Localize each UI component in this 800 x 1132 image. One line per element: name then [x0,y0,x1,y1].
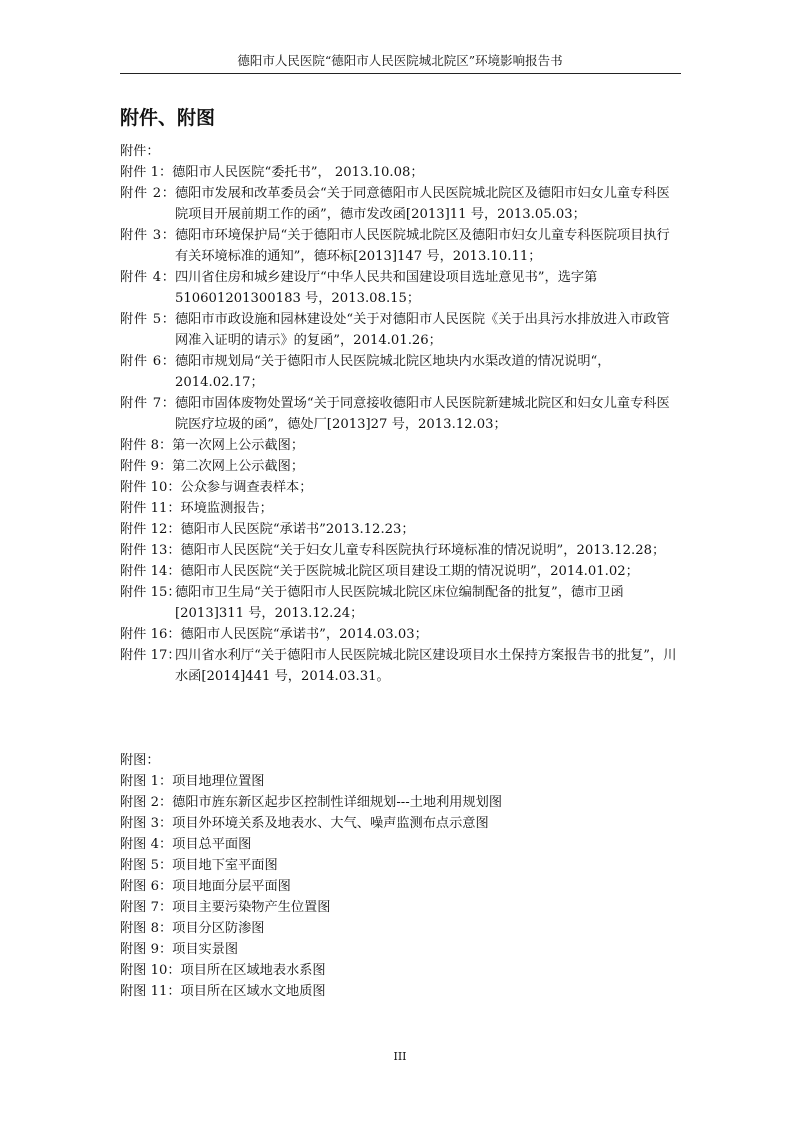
attachment-text: 德阳市人民医院“关于医院城北院区项目建设工期的情况说明”，2014.01.02； [180,564,639,579]
figure-text: 项目所在区域水文地质图 [180,984,326,999]
attachment-text: 第二次网上公示截图； [172,459,305,474]
attachment-item-10 [120,477,681,498]
attachment-label: 附件 16： [120,627,181,642]
figure-text: 项目主要污染物产生位置图 [172,900,331,915]
figure-label: 附图 5： [120,858,173,873]
page-number: III [393,1050,407,1063]
attachment-label: 附件 11： [120,501,181,516]
attachment-label: 附件 4： [120,270,175,285]
section-title: 附件、附图 [120,107,216,129]
figure-label: 附图 8： [120,921,173,936]
attachment-label: 附件 5： [120,312,175,327]
attachment-item-3 [120,225,681,267]
attachment-label: 附件 15： [120,585,181,600]
figure-text: 项目所在区域地表水系图 [180,963,326,978]
attachment-text: 四川省住房和城乡建设厅“中华人民共和国建设项目选址意见书”，选字第 510601201300183 号，2013.08.15； [175,270,598,306]
figure-item-6 [120,876,681,897]
figure-item-9 [120,939,681,960]
attachment-item-11 [120,498,681,519]
figures-list [120,750,681,1002]
attachment-label: 附件 7： [120,396,175,411]
attachment-text: 四川省水利厅“关于德阳市人民医院城北院区建设项目水土保持方案报告书的批复”，川水函[2014]441 号，2014.03.31。 [175,648,677,684]
figure-text: 项目地下室平面图 [172,858,278,873]
attachment-label: 附件 1： [120,165,173,180]
attachment-label: 附件 3： [120,228,175,243]
header-divider [120,73,681,74]
attachment-label: 附件 13： [120,543,181,558]
attachment-text: 德阳市人民医院“委托书”， 2013.10.08； [172,165,424,180]
figure-text: 项目总平面图 [172,837,252,852]
attachment-label: 附件 9： [120,459,173,474]
figure-text: 项目外环境关系及地表水、大气、噪声监测布点示意图 [172,816,489,831]
attachment-item-9 [120,456,681,477]
attachment-item-12 [120,519,681,540]
figure-item-8 [120,918,681,939]
attachments-heading: 附件： [120,144,160,159]
figure-text: 项目实景图 [172,942,239,957]
attachment-text: 德阳市环境保护局“关于德阳市人民医院城北院区及德阳市妇女儿童专科医院项目执行有关环境标准的通知”，德环标[2013]147 号，2013.10.11； [175,228,670,264]
figures-heading: 附图： [120,753,160,768]
attachment-label: 附件 12： [120,522,181,537]
attachment-label: 附件 10： [120,480,181,495]
attachment-item-13 [120,540,681,561]
running-header: 德阳市人民医院“德阳市人民医院城北院区”环境影响报告书 [237,53,563,68]
attachment-item-4 [120,267,681,309]
figure-label: 附图 1： [120,774,173,789]
figure-label: 附图 7： [120,900,173,915]
figure-label: 附图 4： [120,837,173,852]
attachment-item-16 [120,624,681,645]
figure-label: 附图 6： [120,879,173,894]
attachment-item-14 [120,561,681,582]
attachment-item-2 [120,183,681,225]
figure-item-3 [120,813,681,834]
figure-item-1 [120,771,681,792]
attachment-text: 第一次网上公示截图； [172,438,305,453]
figure-text: 项目地面分层平面图 [172,879,291,894]
attachment-text: 德阳市卫生局“关于德阳市人民医院城北院区床位编制配备的批复”，德市卫函[2013]311 号，2013.12.24； [175,585,624,621]
attachment-label: 附件 6： [120,354,175,369]
figure-label: 附图 11： [120,984,181,999]
attachment-item-8 [120,435,681,456]
attachment-text: 德阳市人民医院“承诺书”，2014.03.03； [180,627,428,642]
attachment-label: 附件 2： [120,186,175,201]
attachment-text: 德阳市人民医院“关于妇女儿童专科医院执行环境标准的情况说明”，2013.12.28； [180,543,666,558]
attachment-item-7 [120,393,681,435]
figure-item-2 [120,792,681,813]
attachment-label: 附件 17： [120,648,181,663]
attachment-item-15 [120,582,681,624]
attachment-text: 德阳市规划局“关于德阳市人民医院城北院区地块内水渠改道的情况说明“，2014.02.17； [175,354,611,390]
attachment-text: 环境监测报告； [180,501,273,516]
figure-item-4 [120,834,681,855]
figure-text: 项目地理位置图 [172,774,265,789]
figure-item-5 [120,855,681,876]
attachment-text: 德阳市市政设施和园林建设处“关于对德阳市人民医院《关于出具污水排放进入市政管网准入证明的请示》的复函”，2014.01.26； [175,312,670,348]
attachment-item-6 [120,351,681,393]
attachment-label: 附件 8： [120,438,173,453]
attachment-item-17 [120,645,681,687]
figure-label: 附图 3： [120,816,173,831]
figure-text: 项目分区防渗图 [172,921,265,936]
attachment-text: 公众参与调查表样本； [180,480,313,495]
attachment-text: 德阳市固体废物处置场“关于同意接收德阳市人民医院新建城北院区和妇女儿童专科医院医疗垃圾的函”，德处厂[2013]27 号，2013.12.03； [175,396,670,432]
figure-item-11 [120,981,681,1002]
attachment-item-5 [120,309,681,351]
attachments-list [120,141,681,687]
figure-label: 附图 9： [120,942,173,957]
attachment-item-1 [120,162,681,183]
attachment-label: 附件 14： [120,564,181,579]
figure-item-7 [120,897,681,918]
figure-label: 附图 2： [120,795,173,810]
attachment-text: 德阳市发展和改革委员会“关于同意德阳市人民医院城北院区及德阳市妇女儿童专科医院项目开展前期工作的函”，德市发改函[2013]11 号，2013.05.03； [175,186,670,222]
attachment-text: 德阳市人民医院“承诺书”2013.12.23； [180,522,415,537]
figure-label: 附图 10： [120,963,181,978]
figure-item-10 [120,960,681,981]
figure-text: 德阳市旌东新区起步区控制性详细规划---土地利用规划图 [172,795,503,810]
